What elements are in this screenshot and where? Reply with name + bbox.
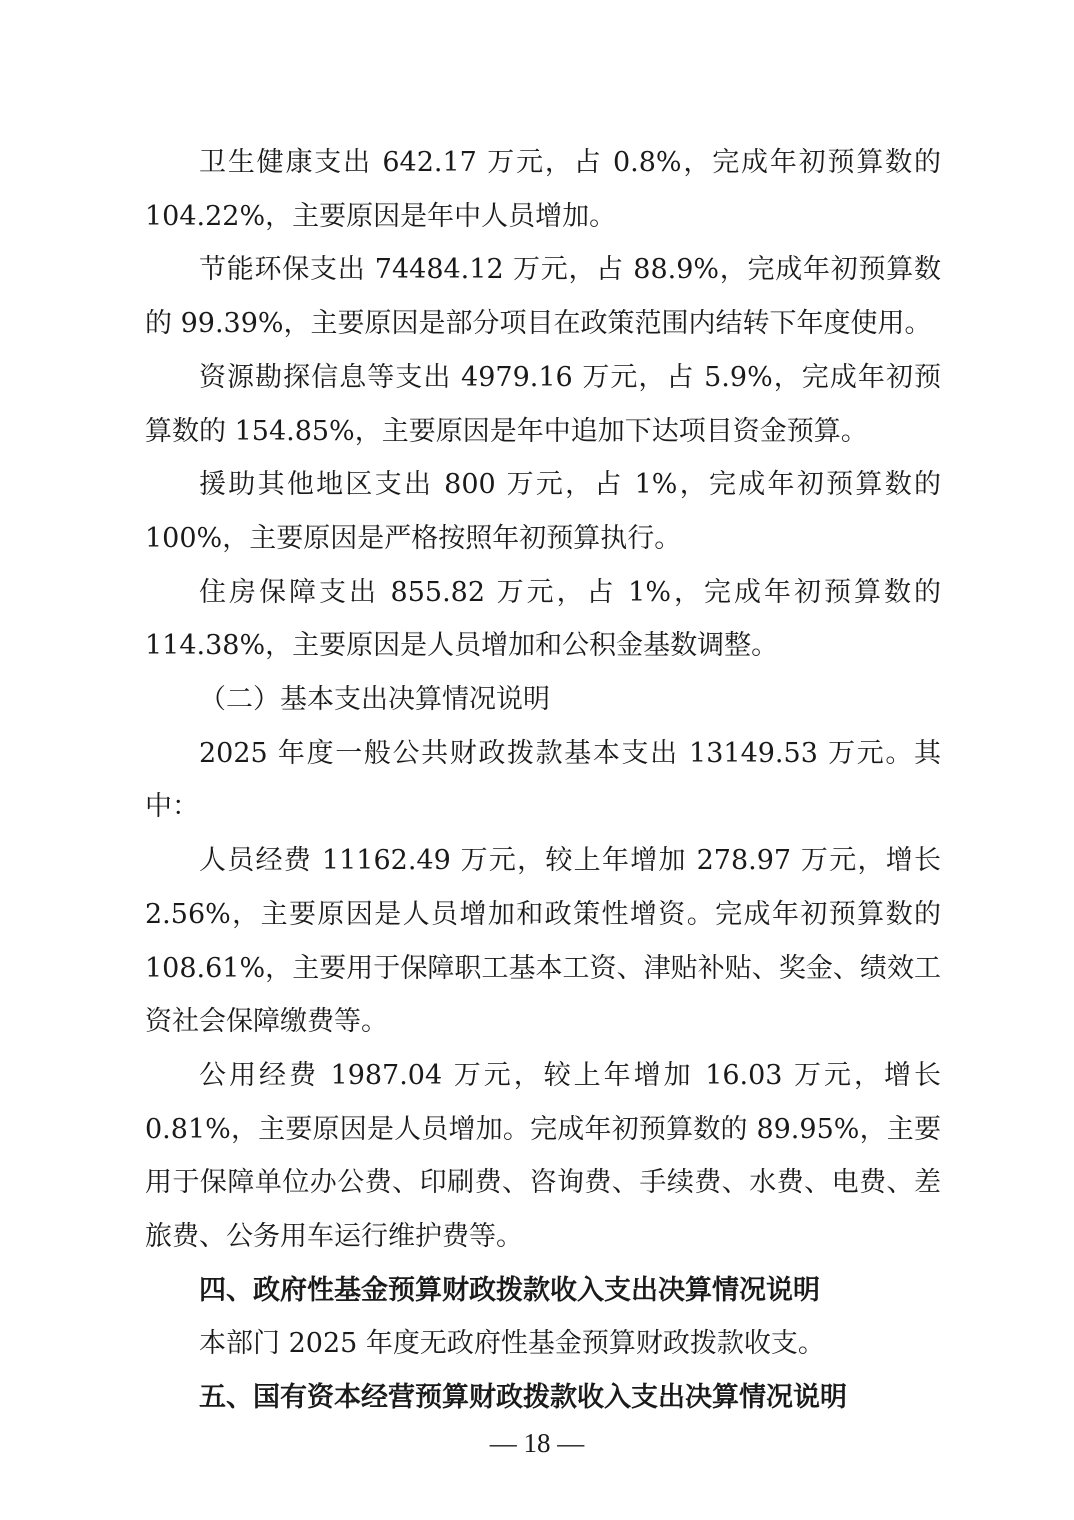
document-body bbox=[145, 136, 941, 1425]
paragraph-aid-other-regions-expenditure: 援助其他地区支出 800 万元，占 1%，完成年初预算数的 100%，主要原因是严格按照年初预算执行。 bbox=[145, 469, 941, 554]
paragraph-basic-expenditure-total: 2025 年度一般公共财政拨款基本支出 13149.53 万元。其中： bbox=[145, 737, 941, 823]
paragraph-health-expenditure: 卫生健康支出 642.17 万元，占 0.8%，完成年初预算数的 104.22%，主要原因是年中人员增加。 bbox=[145, 147, 941, 232]
paragraph-personnel-expenses: 人员经费 11162.49 万元，较上年增加 278.97 万元，增长 2.56%，主要原因是人员增加和政策性增资。完成年初预算数的 108.61%，主要用于保障职工基本工资、津贴补贴、奖金、绩效工资社会保障缴费等。 bbox=[145, 845, 941, 1038]
page-number: — 18 — bbox=[489, 1428, 585, 1458]
paragraph-housing-expenditure: 住房保障支出 855.82 万元，占 1%，完成年初预算数的 114.38%，主要原因是人员增加和公积金基数调整。 bbox=[145, 576, 941, 662]
subheading-basic-expenditure: （二）基本支出决算情况说明 bbox=[199, 684, 550, 716]
paragraph-no-government-fund: 本部门 2025 年度无政府性基金预算财政拨款收支。 bbox=[199, 1328, 825, 1360]
section-heading-government-fund: 四、政府性基金预算财政拨款收入支出决算情况说明 bbox=[199, 1274, 820, 1306]
paragraph-public-expenses: 公用经费 1987.04 万元，较上年增加 16.03 万元，增长 0.81%，主要原因是人员增加。完成年初预算数的 89.95%，主要用于保障单位办公费、印刷费、咨询费、手续费、水费、电费、差旅费、公务用车运行维护费等。 bbox=[145, 1059, 941, 1253]
section-heading-state-capital: 五、国有资本经营预算财政拨款收入支出决算情况说明 bbox=[199, 1382, 847, 1414]
paragraph-energy-environment-expenditure: 节能环保支出 74484.12 万元，占 88.9%，完成年初预算数的 99.39%，主要原因是部分项目在政策范围内结转下年度使用。 bbox=[145, 254, 941, 340]
paragraph-resource-exploration-expenditure: 资源勘探信息等支出 4979.16 万元，占 5.9%，完成年初预算数的 154.85%，主要原因是年中追加下达项目资金预算。 bbox=[145, 361, 941, 447]
